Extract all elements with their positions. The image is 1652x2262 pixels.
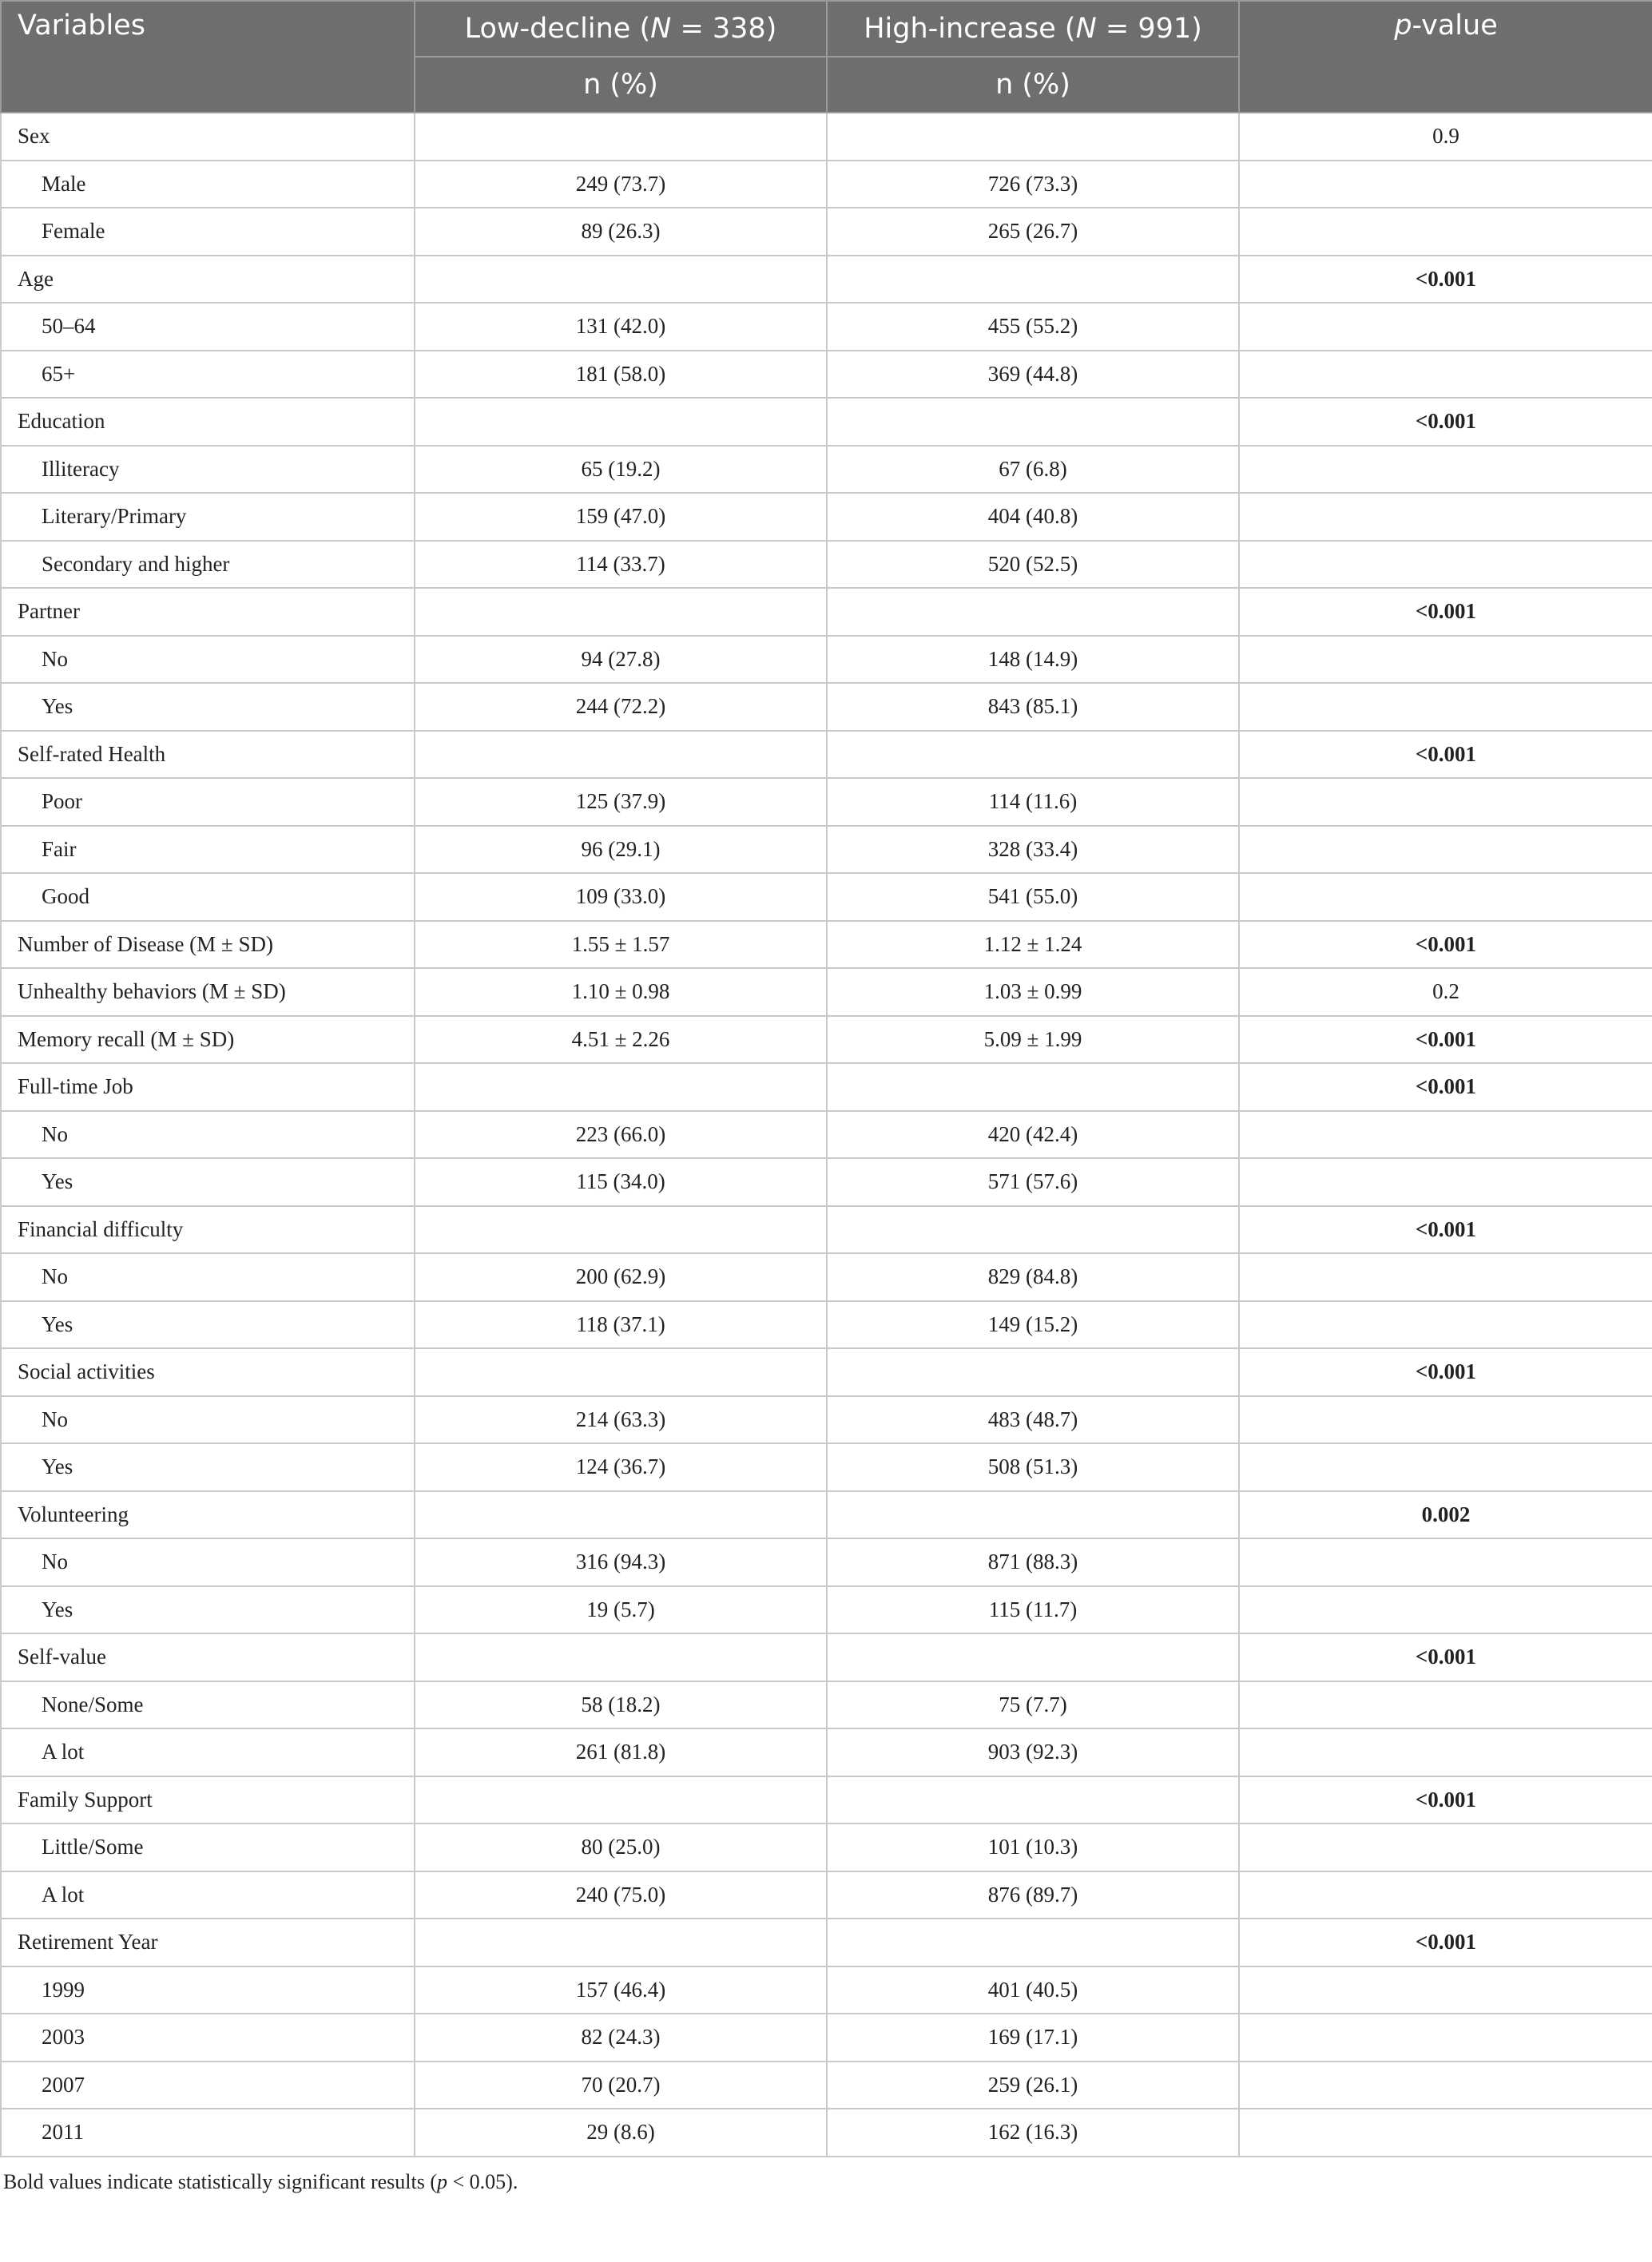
low-decline-value: 4.51 ± 2.26 [415,1016,827,1064]
high-increase-value: 259 (26.1) [827,2062,1239,2109]
p-value [1239,1538,1652,1586]
p-value: <0.001 [1239,1206,1652,1254]
table-row [1,2062,1652,2109]
row-label: Yes [1,683,415,731]
p-value [1239,541,1652,589]
high-increase-value: 829 (84.8) [827,1253,1239,1301]
row-label: No [1,1538,415,1586]
high-increase-value: 1.12 ± 1.24 [827,921,1239,969]
high-increase-value [827,731,1239,779]
high-increase-value: 508 (51.3) [827,1443,1239,1491]
high-increase-value: 571 (57.6) [827,1158,1239,1206]
row-label: Memory recall (M ± SD) [1,1016,415,1064]
high-increase-value: 401 (40.5) [827,1966,1239,2014]
high-increase-value: 520 (52.5) [827,541,1239,589]
table-row [1,1443,1652,1491]
table-row [1,873,1652,921]
p-value: <0.001 [1239,588,1652,636]
row-label: Little/Some [1,1823,415,1871]
p-value [1239,873,1652,921]
high-increase-value: 541 (55.0) [827,873,1239,921]
row-label: Social activities [1,1348,415,1396]
header-row [1,1,1652,57]
low-decline-value: 58 (18.2) [415,1681,827,1729]
table-body [1,113,1652,2157]
row-label: Volunteering [1,1491,415,1539]
low-decline-value: 89 (26.3) [415,208,827,256]
low-decline-value: 223 (66.0) [415,1111,827,1159]
row-label: Secondary and higher [1,541,415,589]
high-increase-value: 455 (55.2) [827,303,1239,351]
table-row [1,1681,1652,1729]
p-value [1239,683,1652,731]
header-variables: Variables [1,1,415,113]
table-row [1,208,1652,256]
high-increase-value [827,1348,1239,1396]
p-value [1239,493,1652,541]
table-row [1,1823,1652,1871]
row-label: Self-rated Health [1,731,415,779]
table-row [1,1871,1652,1919]
high-increase-value: 169 (17.1) [827,2014,1239,2062]
table-row [1,446,1652,494]
low-decline-value: 316 (94.3) [415,1538,827,1586]
p-value: <0.001 [1239,1348,1652,1396]
p-value [1239,2109,1652,2157]
low-decline-value [415,256,827,304]
header-high-increase: High-increase (N = 991) [827,1,1239,57]
table-row [1,826,1652,874]
high-increase-value [827,1206,1239,1254]
table-row [1,683,1652,731]
high-increase-value: 328 (33.4) [827,826,1239,874]
table-row [1,1063,1652,1111]
p-value [1239,1253,1652,1301]
row-label: Age [1,256,415,304]
high-increase-value [827,398,1239,446]
p-value [1239,2062,1652,2109]
low-decline-value [415,398,827,446]
high-increase-value: 67 (6.8) [827,446,1239,494]
table-row [1,1491,1652,1539]
row-label: 2011 [1,2109,415,2157]
table-row [1,351,1652,399]
high-increase-value: 149 (15.2) [827,1301,1239,1349]
p-value: <0.001 [1239,1919,1652,1966]
high-increase-value: 5.09 ± 1.99 [827,1016,1239,1064]
high-increase-value: 162 (16.3) [827,2109,1239,2157]
p-value [1239,1158,1652,1206]
p-value: <0.001 [1239,1016,1652,1064]
p-value [1239,1396,1652,1444]
low-decline-value: 181 (58.0) [415,351,827,399]
row-label: Retirement Year [1,1919,415,1966]
p-value [1239,2014,1652,2062]
high-increase-value: 843 (85.1) [827,683,1239,731]
subheader-high: n (%) [827,57,1239,113]
row-label: Full-time Job [1,1063,415,1111]
high-increase-value: 420 (42.4) [827,1111,1239,1159]
row-label: None/Some [1,1681,415,1729]
row-label: Partner [1,588,415,636]
table-row [1,2014,1652,2062]
p-value [1239,208,1652,256]
table-row [1,588,1652,636]
table-header [1,1,1652,113]
low-decline-value: 1.10 ± 0.98 [415,968,827,1016]
p-value [1239,1443,1652,1491]
high-increase-value: 148 (14.9) [827,636,1239,684]
p-value [1239,351,1652,399]
high-increase-value [827,1633,1239,1681]
row-label: Self-value [1,1633,415,1681]
row-label: Female [1,208,415,256]
low-decline-value: 200 (62.9) [415,1253,827,1301]
high-increase-value [827,1491,1239,1539]
p-value [1239,1111,1652,1159]
high-increase-value: 75 (7.7) [827,1681,1239,1729]
low-decline-value: 157 (46.4) [415,1966,827,2014]
high-increase-value: 1.03 ± 0.99 [827,968,1239,1016]
low-decline-value: 124 (36.7) [415,1443,827,1491]
table-row [1,1776,1652,1824]
high-increase-value: 114 (11.6) [827,778,1239,826]
row-label: 2007 [1,2062,415,2109]
high-increase-value [827,1063,1239,1111]
table-row [1,1348,1652,1396]
high-increase-value [827,1919,1239,1966]
high-increase-value: 369 (44.8) [827,351,1239,399]
high-increase-value: 265 (26.7) [827,208,1239,256]
row-label: Number of Disease (M ± SD) [1,921,415,969]
low-decline-value [415,1919,827,1966]
row-label: 1999 [1,1966,415,2014]
row-label: Yes [1,1158,415,1206]
table-row [1,2109,1652,2157]
low-decline-value: 214 (63.3) [415,1396,827,1444]
table-row [1,1111,1652,1159]
table-row [1,113,1652,161]
high-increase-value: 876 (89.7) [827,1871,1239,1919]
low-decline-value: 94 (27.8) [415,636,827,684]
low-decline-value: 65 (19.2) [415,446,827,494]
p-value [1239,826,1652,874]
table-row [1,161,1652,208]
low-decline-value: 29 (8.6) [415,2109,827,2157]
table-row [1,1158,1652,1206]
row-label: Male [1,161,415,208]
low-decline-value: 70 (20.7) [415,2062,827,2109]
table-row [1,493,1652,541]
low-decline-value: 131 (42.0) [415,303,827,351]
p-value [1239,1586,1652,1634]
p-value: <0.001 [1239,1776,1652,1824]
p-value: <0.001 [1239,256,1652,304]
table-row [1,1206,1652,1254]
low-decline-value: 249 (73.7) [415,161,827,208]
p-value: <0.001 [1239,1063,1652,1111]
p-value [1239,161,1652,208]
high-increase-value: 726 (73.3) [827,161,1239,208]
row-label: Financial difficulty [1,1206,415,1254]
high-increase-value: 101 (10.3) [827,1823,1239,1871]
row-label: 50–64 [1,303,415,351]
p-value [1239,1871,1652,1919]
table-row [1,731,1652,779]
high-increase-value [827,588,1239,636]
row-label: Literary/Primary [1,493,415,541]
table-row [1,541,1652,589]
header-low-decline: Low-decline (N = 338) [415,1,827,57]
row-label: Yes [1,1586,415,1634]
high-increase-value: 483 (48.7) [827,1396,1239,1444]
low-decline-value [415,1348,827,1396]
table-row [1,968,1652,1016]
high-increase-value: 404 (40.8) [827,493,1239,541]
table-row [1,1538,1652,1586]
p-value [1239,303,1652,351]
p-value: 0.2 [1239,968,1652,1016]
table-row [1,1919,1652,1966]
row-label: No [1,1396,415,1444]
row-label: Poor [1,778,415,826]
row-label: No [1,1253,415,1301]
row-label: 65+ [1,351,415,399]
low-decline-value [415,1633,827,1681]
low-decline-value [415,1206,827,1254]
low-decline-value: 109 (33.0) [415,873,827,921]
p-value [1239,1823,1652,1871]
table-row [1,398,1652,446]
low-decline-value [415,1063,827,1111]
p-value [1239,1681,1652,1729]
row-label: Unhealthy behaviors (M ± SD) [1,968,415,1016]
low-decline-value: 240 (75.0) [415,1871,827,1919]
low-decline-value: 82 (24.3) [415,2014,827,2062]
row-label: Illiteracy [1,446,415,494]
row-label: Education [1,398,415,446]
row-label: A lot [1,1871,415,1919]
high-increase-value: 903 (92.3) [827,1728,1239,1776]
table-row [1,1016,1652,1064]
low-decline-value [415,731,827,779]
p-value [1239,1728,1652,1776]
row-label: Family Support [1,1776,415,1824]
table-row [1,778,1652,826]
low-decline-value: 125 (37.9) [415,778,827,826]
low-decline-value: 114 (33.7) [415,541,827,589]
low-decline-value: 244 (72.2) [415,683,827,731]
p-value [1239,446,1652,494]
low-decline-value [415,1491,827,1539]
low-decline-value: 115 (34.0) [415,1158,827,1206]
high-increase-value: 871 (88.3) [827,1538,1239,1586]
high-increase-value: 115 (11.7) [827,1586,1239,1634]
low-decline-value: 159 (47.0) [415,493,827,541]
table-row [1,921,1652,969]
p-value: <0.001 [1239,921,1652,969]
row-label: A lot [1,1728,415,1776]
table-row [1,636,1652,684]
table-row [1,1728,1652,1776]
table-row [1,256,1652,304]
low-decline-value: 96 (29.1) [415,826,827,874]
low-decline-value [415,113,827,161]
table-row [1,303,1652,351]
row-label: No [1,1111,415,1159]
row-label: Yes [1,1301,415,1349]
p-value: <0.001 [1239,731,1652,779]
low-decline-value: 1.55 ± 1.57 [415,921,827,969]
header-p-value: p-value [1239,1,1652,113]
row-label: Fair [1,826,415,874]
p-value [1239,778,1652,826]
footnote: Bold values indicate statistically significant results (p < 0.05). [3,2169,518,2193]
p-value [1239,636,1652,684]
table-row [1,1633,1652,1681]
p-value: 0.9 [1239,113,1652,161]
p-value: 0.002 [1239,1491,1652,1539]
p-value [1239,1966,1652,2014]
low-decline-value [415,588,827,636]
table-row [1,1966,1652,2014]
high-increase-value [827,113,1239,161]
row-label: Sex [1,113,415,161]
low-decline-value: 118 (37.1) [415,1301,827,1349]
table-row [1,1301,1652,1349]
low-decline-value: 261 (81.8) [415,1728,827,1776]
p-value [1239,1301,1652,1349]
row-label: Yes [1,1443,415,1491]
high-increase-value [827,1776,1239,1824]
row-label: 2003 [1,2014,415,2062]
p-value: <0.001 [1239,1633,1652,1681]
high-increase-value [827,256,1239,304]
row-label: No [1,636,415,684]
row-label: Good [1,873,415,921]
low-decline-value: 80 (25.0) [415,1823,827,1871]
subheader-low: n (%) [415,57,827,113]
table-row [1,1586,1652,1634]
table-row [1,1253,1652,1301]
low-decline-value: 19 (5.7) [415,1586,827,1634]
low-decline-value [415,1776,827,1824]
table-row [1,1396,1652,1444]
p-value: <0.001 [1239,398,1652,446]
